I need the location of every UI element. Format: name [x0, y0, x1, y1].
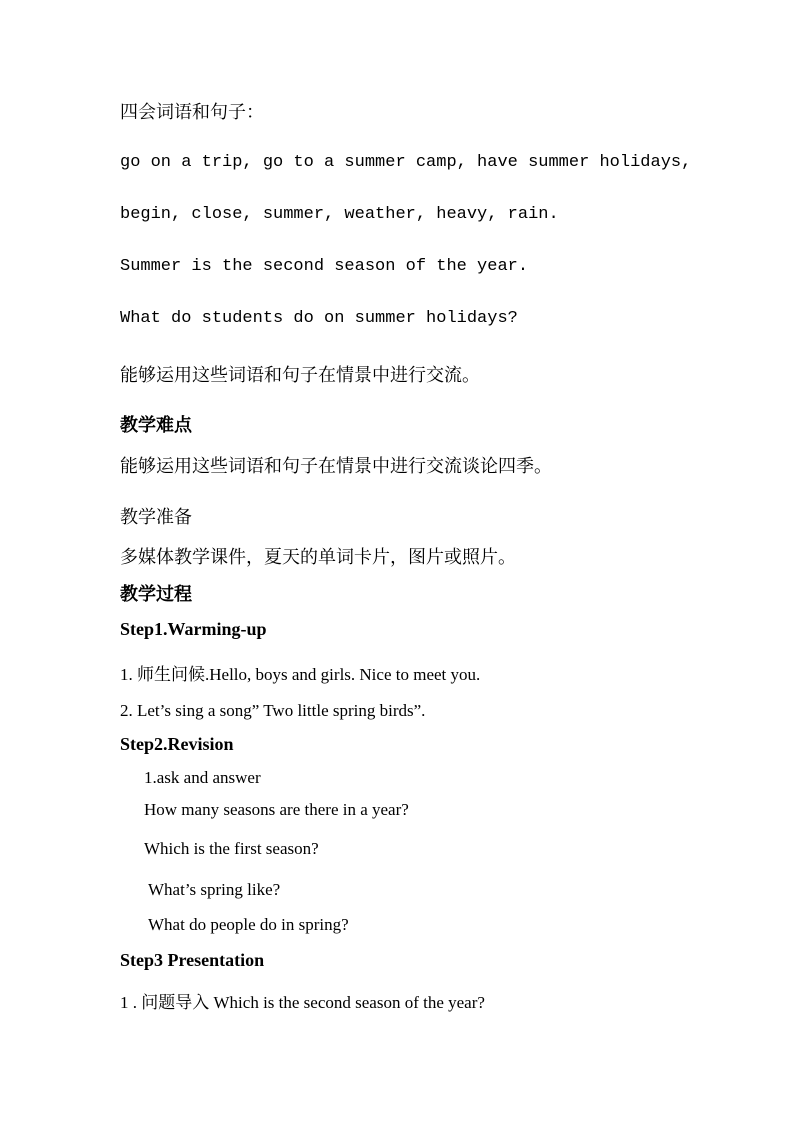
difficulty-text: 能够运用这些词语和句子在情景中进行交流谈论四季。	[120, 456, 552, 477]
step3-item-1: 1 . 问题导入 Which is the second season of the year?	[120, 993, 485, 1012]
process-heading: 教学过程	[120, 584, 192, 605]
step2-question-3: What’s spring like?	[148, 880, 281, 899]
skills-heading: 四会词语和句子：	[120, 102, 264, 123]
vocab-line-1: go on a trip, go to a summer camp, have summer holidays,	[120, 153, 692, 172]
step2-question-2: Which is the first season?	[144, 839, 319, 858]
step1-item-1: 1. 师生问候.Hello, boys and girls. Nice to meet you.	[120, 665, 481, 684]
preparation-text: 多媒体教学课件，夏天的单词卡片，图片或照片。	[120, 547, 516, 568]
step2-question-4: What do people do in spring?	[148, 915, 349, 934]
step2-question-1: How many seasons are there in a year?	[144, 800, 409, 819]
step1-title: Step1.Warming-up	[120, 619, 267, 639]
vocab-line-2: begin, close, summer, weather, heavy, rain.	[120, 205, 559, 224]
difficulty-heading: 教学难点	[120, 415, 192, 436]
ability-goal: 能够运用这些词语和句子在情景中进行交流。	[120, 365, 480, 386]
step1-item-2: 2. Let’s sing a song” Two little spring birds”.	[120, 701, 426, 720]
step2-title: Step2.Revision	[120, 734, 234, 754]
preparation-heading: 教学准备	[120, 507, 192, 528]
sentence-2: What do students do on summer holidays?	[120, 309, 518, 328]
step3-title: Step3 Presentation	[120, 950, 265, 970]
sentence-1: Summer is the second season of the year.	[120, 257, 529, 276]
step2-sub: 1.ask and answer	[144, 768, 261, 787]
